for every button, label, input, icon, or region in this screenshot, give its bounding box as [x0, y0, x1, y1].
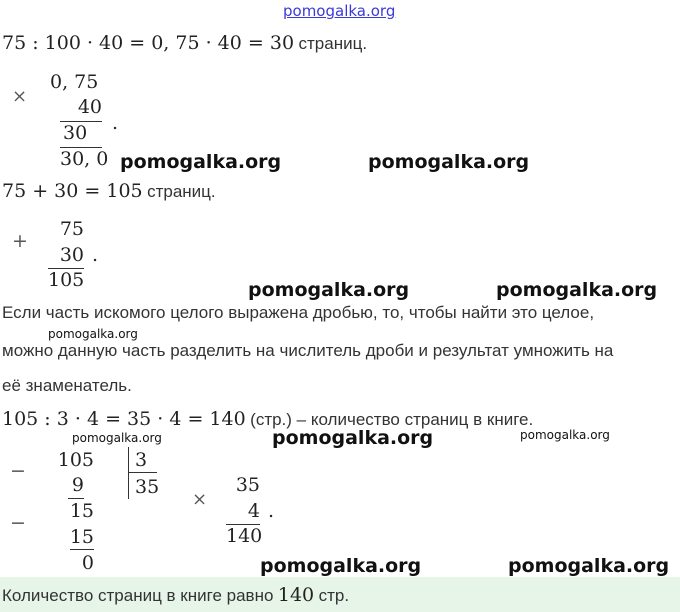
plus-sign: + — [12, 230, 28, 252]
factor-b: 4 — [247, 500, 260, 522]
sum-result: 105 — [48, 269, 85, 291]
equation-line-3 — [2, 408, 533, 430]
product-result: 140 — [226, 525, 263, 547]
watermark-small: pomogalka.org — [48, 327, 138, 341]
equation-expr-3: 105 : 3 · 4 = 35 · 4 = 140 — [2, 408, 246, 430]
factor-a: 35 — [235, 474, 260, 496]
equation-expr-1: 75 : 100 · 40 = 0, 75 · 40 = 30 — [2, 32, 295, 54]
addend-b: 30 — [59, 244, 84, 266]
watermark-small: pomogalka.org — [520, 428, 610, 442]
rule-paragraph-line-3: её знаменатель. — [2, 376, 132, 395]
divisor: 3 — [135, 449, 148, 471]
rule-paragraph-line-2: можно данную часть разделить на числитель дроби и результат умножить на — [2, 341, 614, 360]
watermark-label: pomogalka.org — [272, 427, 434, 449]
watermark-label: pomogalka.org — [120, 151, 282, 173]
addend-a: 75 — [59, 218, 84, 240]
subtrahend-2: 15 — [69, 526, 94, 548]
watermark-top[interactable]: pomogalka.org — [283, 2, 396, 20]
answer-box — [0, 577, 680, 612]
watermark-label: pomogalka.org — [496, 279, 658, 301]
factor-a: 0, 75 — [50, 71, 99, 93]
watermark-label: pomogalka.org — [248, 279, 410, 301]
watermark-label: pomogalka.org — [368, 151, 530, 173]
rule-line — [70, 549, 94, 550]
answer-text: Количество страниц в книге равно — [2, 586, 274, 605]
answer-line — [2, 584, 349, 606]
watermark-small: pomogalka.org — [72, 431, 162, 445]
quotient: 35 — [135, 476, 160, 498]
period-mark: . — [92, 244, 99, 266]
multiply-sign: × — [12, 86, 28, 107]
rule-line — [68, 498, 84, 499]
rule-paragraph-line-1: Если часть искомого целого выражена дробью, то, чтобы найти это целое, — [2, 303, 595, 322]
watermark-label: pomogalka.org — [260, 555, 422, 577]
answer-unit: стр. — [318, 586, 350, 605]
product-result: 30, 0 — [60, 148, 109, 170]
equation-unit-2: страниц. — [147, 182, 216, 201]
remainder-1: 15 — [69, 500, 94, 522]
remainder-final: 0 — [81, 552, 94, 574]
answer-value: 140 — [277, 584, 315, 606]
division-bracket — [128, 447, 129, 499]
equation-line-2 — [2, 180, 216, 202]
minus-sign: − — [10, 512, 26, 534]
period-mark: . — [112, 112, 119, 134]
period-mark: . — [268, 500, 275, 522]
factor-b: 40 — [77, 96, 102, 118]
equation-note-3: (стр.) – количество страниц в книге. — [250, 410, 534, 429]
partial-product: 30 — [63, 122, 88, 144]
equation-line-1 — [2, 32, 367, 54]
multiply-sign: × — [192, 489, 208, 510]
rule-line — [129, 472, 157, 473]
subtrahend-1: 9 — [71, 474, 84, 496]
watermark-label: pomogalka.org — [508, 555, 670, 577]
equation-expr-2: 75 + 30 = 105 — [2, 180, 143, 202]
dividend: 105 — [57, 449, 94, 471]
minus-sign: − — [10, 460, 26, 482]
equation-unit-1: страниц. — [298, 34, 368, 53]
